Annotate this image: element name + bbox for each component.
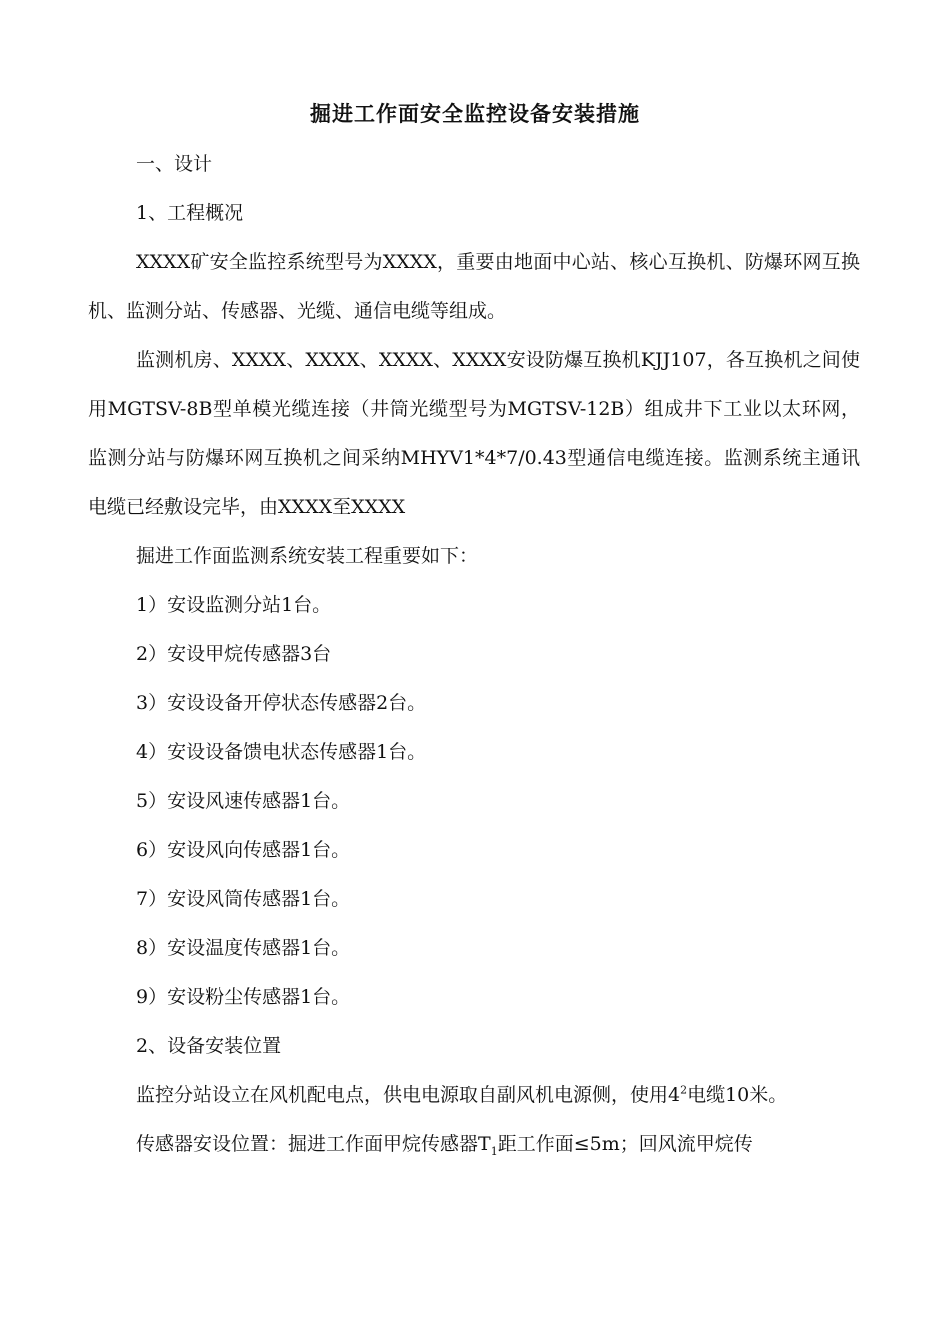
install-item-7: 7）安设风筒传感器1台。	[136, 888, 351, 910]
install-item-8: 8）安设温度传感器1台。	[136, 937, 351, 959]
install-intro: 掘进工作面监测系统安装工程重要如下：	[136, 545, 479, 567]
location-p1-text-b: 电缆10米。	[687, 1084, 788, 1106]
install-item-6: 6）安设风向传感器1台。	[136, 839, 351, 861]
location-p2-text-b: 距工作面≤5m；回风流甲烷传	[497, 1133, 753, 1155]
install-item-9: 9）安设粉尘传感器1台。	[136, 986, 351, 1008]
install-item-4: 4）安设设备馈电状态传感器1台。	[136, 741, 427, 763]
location-p2-subscript: 1	[490, 1144, 498, 1158]
section-heading-overview: 1、工程概况	[136, 202, 244, 224]
location-paragraph-1	[88, 1071, 860, 1120]
section-heading-location: 2、设备安装位置	[136, 1035, 282, 1057]
location-p1-text-a: 监控分站设立在风机配电点，供电电源取自副风机电源侧，使用4	[136, 1084, 681, 1106]
install-item-5: 5）安设风速传感器1台。	[136, 790, 351, 812]
location-paragraph-2	[88, 1120, 860, 1169]
document-title: 掘进工作面安全监控设备安装措施	[310, 101, 640, 126]
document-body	[88, 140, 860, 1169]
location-p2-text-a: 传感器安设位置：掘进工作面甲烷传感器T	[136, 1133, 491, 1155]
overview-paragraph-1: XXXX矿安全监控系统型号为XXXX，重要由地面中心站、核心互换机、防爆环网互换机、监测分站、传感器、光缆、通信电缆等组成。	[88, 251, 860, 322]
install-item-1: 1）安设监测分站1台。	[136, 594, 332, 616]
section-heading-design: 一、设计	[136, 153, 213, 175]
install-item-3: 3）安设设备开停状态传感器2台。	[136, 692, 427, 714]
overview-paragraph-2: 监测机房、XXXX、XXXX、XXXX、XXXX安设防爆互换机KJJ107，各互换机之间使用MGTSV-8B型单模光缆连接（井筒光缆型号为MGTSV-12B）组成井下工业以太环网，监测分站与防爆环网互换机之间采纳MHYV1*4*7/0.43型通信电缆连接。监测系统主通讯电缆已经敷设完毕，由XXXX至XXXX	[88, 349, 860, 518]
location-p1-superscript: 2	[680, 1083, 688, 1097]
install-item-2: 2）安设甲烷传感器3台	[136, 643, 332, 665]
